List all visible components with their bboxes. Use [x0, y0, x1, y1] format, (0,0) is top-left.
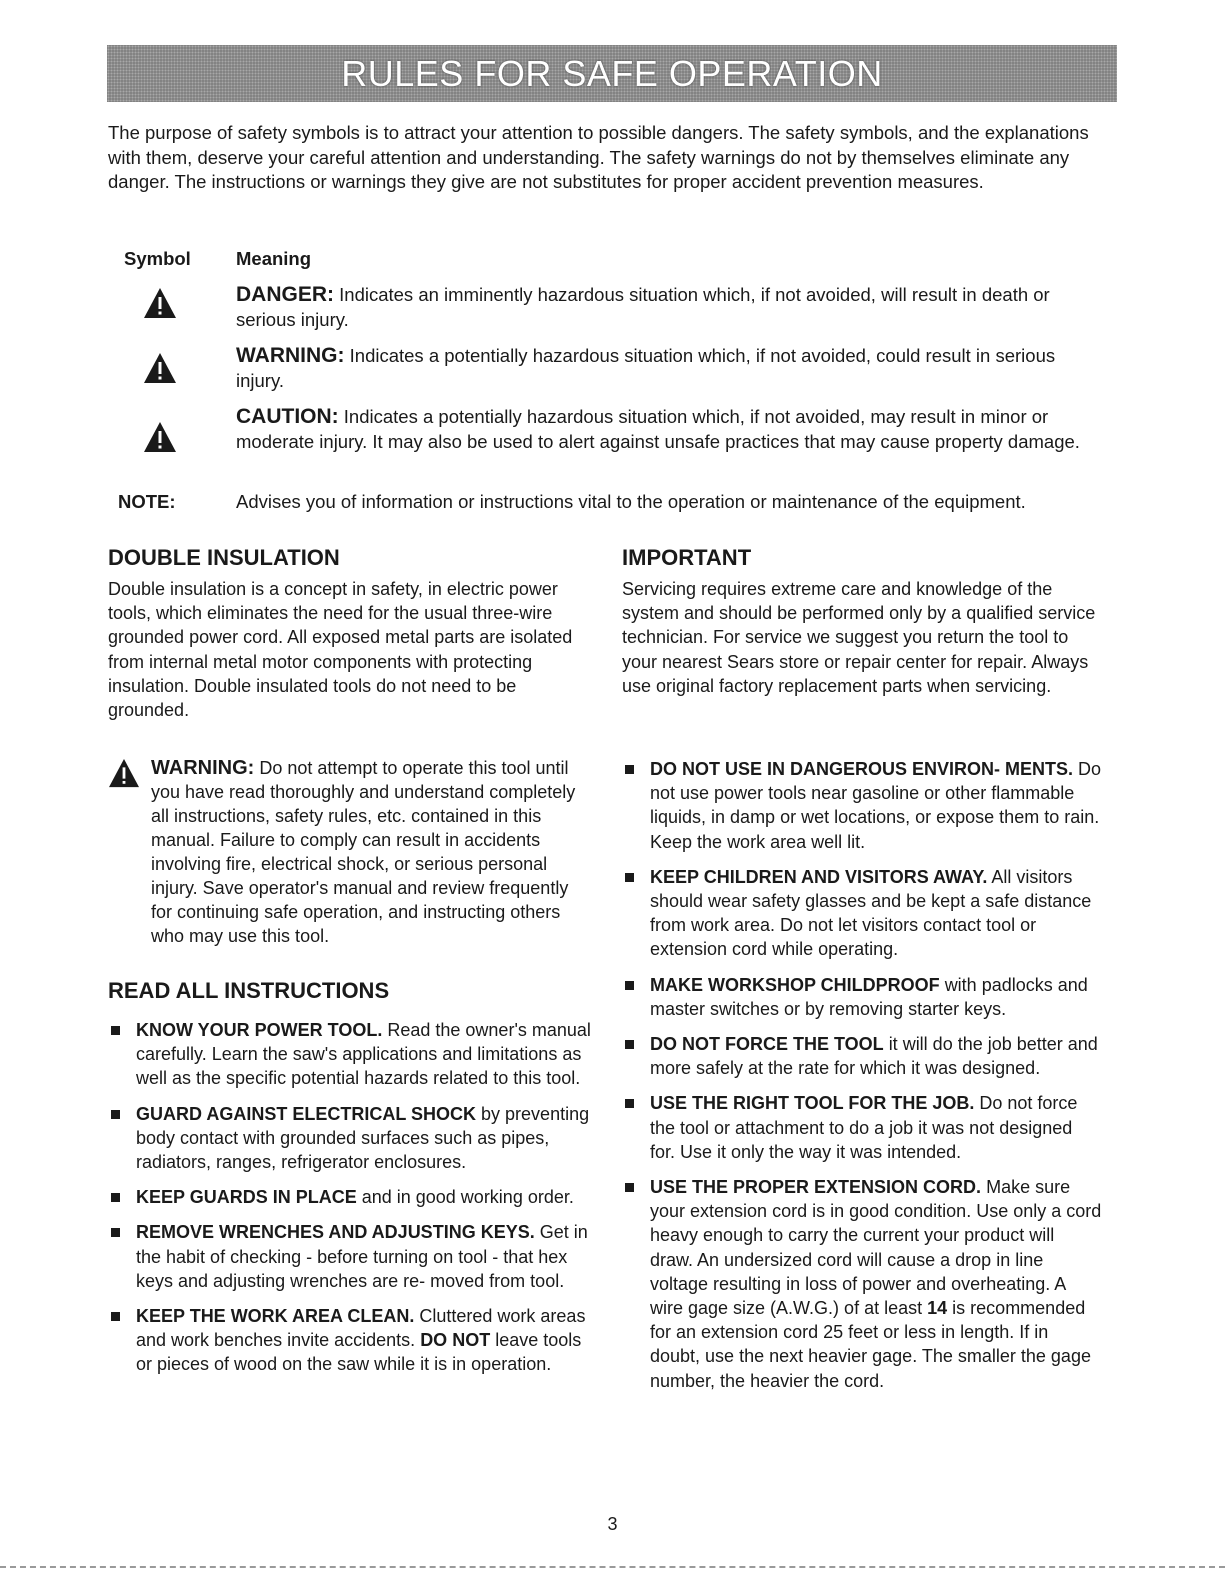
section-text: Servicing requires extreme care and knowledge of the system and should be performed only by a qualified service technician. For service we suggest you return the tool to your nearest Sears store or repair center for repair. Always use original factory replacement parts when servicing.: [622, 579, 1096, 696]
list-item: [108, 1102, 593, 1175]
item-lead: DO NOT USE IN DANGEROUS ENVIRON- MENTS.: [650, 759, 1074, 779]
list-item: [622, 757, 1102, 854]
symbol-description: Indicates a potentially hazardous situation which, if not avoided, could result in serious injury.: [236, 345, 1056, 391]
section-heading: DOUBLE INSULATION: [108, 545, 340, 570]
warning-triangle-icon: [108, 758, 140, 788]
symbol-meaning: [236, 344, 1106, 393]
important-section: [622, 545, 1102, 698]
item-text: Do not force the tool or attachment to do a job it was not designed for. Use it only the way it was intended.: [650, 1093, 1078, 1162]
symbol-meaning: [236, 283, 1106, 332]
symbol-label: DANGER:: [236, 283, 334, 306]
intro-paragraph: The purpose of safety symbols is to attract your attention to possible dangers. The safety symbols, and the explanations with them, deserve your careful attention and understanding. The safety warnings do not by themselves eliminate any danger. The instructions or warnings they give are not substitutes for proper accident prevention measures.: [108, 122, 1089, 192]
item-lead: KEEP CHILDREN AND VISITORS AWAY.: [650, 866, 988, 887]
symbol-label: CAUTION:: [236, 405, 339, 428]
warning-label: WARNING:: [151, 757, 255, 779]
rules-list: [622, 757, 1102, 1393]
item-emphasis: 14: [927, 1298, 948, 1319]
item-text: Read the owner's manual carefully. Learn the saw's applications and limitations as well as the specific potential hazards related to this tool.: [136, 1020, 591, 1089]
section-heading: READ ALL INSTRUCTIONS: [108, 978, 390, 1003]
item-text-continued: leave tools or pieces of wood on the saw while it is in operation.: [136, 1330, 582, 1375]
warning-triangle-icon: [143, 352, 177, 384]
page-bottom-rule: [0, 1566, 1225, 1568]
list-item: [622, 973, 1102, 1021]
list-item: [108, 1018, 593, 1091]
section-text: Double insulation is a concept in safety, in electric power tools, which eliminates the need for the usual three-wire grounded power cord. All exposed metal parts are isolated from internal metal motor components with protecting insulation. Double insulated tools do not need to be grounded.: [108, 579, 573, 721]
title-banner: [107, 45, 1117, 102]
list-item: [622, 865, 1102, 962]
item-text: Do not use power tools near gasoline or other flammable liquids, in damp or wet locations, or expose them to rain. Keep the work area well lit.: [650, 759, 1102, 852]
warning-body: Do not attempt to operate this tool until you have read thoroughly and understand completely all instructions, safety rules, etc. contained in this manual. Failure to comply can result in accidents involving fire, electrical shock, or serious personal injury. Save operator's manual and review frequently for continuing safe operation, and instructing others who may use this tool.: [151, 758, 576, 946]
double-insulation-section: [108, 545, 593, 722]
item-text: Make sure your extension cord is in good condition. Use only a cord heavy enough to carry the current your product will draw. An undersized cord will cause a drop in line voltage resulting in loss of power and overheating. A wire gage size (A.W.G.) of at least: [650, 1177, 1102, 1319]
item-lead: KNOW YOUR POWER TOOL.: [136, 1020, 383, 1040]
item-emphasis: DO NOT: [420, 1330, 491, 1351]
note-label: NOTE:: [118, 491, 176, 512]
item-text: it will do the job better and more safely at the rate for which it was designed.: [650, 1034, 1098, 1079]
item-lead: DO NOT FORCE THE TOOL: [650, 1034, 884, 1055]
warning-triangle-icon: [143, 287, 177, 319]
right-column-rules: [622, 757, 1102, 1404]
read-all-instructions-section: [108, 978, 593, 1388]
list-item: [622, 1175, 1102, 1393]
list-item: [108, 1185, 593, 1209]
item-lead: KEEP GUARDS IN PLACE: [136, 1187, 357, 1208]
item-text: Get in the habit of checking - before turning on tool - that hex keys and adjusting wrenches are re- moved from tool.: [136, 1222, 588, 1291]
item-text: Cluttered work areas and work benches invite accidents.: [136, 1306, 586, 1351]
meaning-column-header: Meaning: [236, 248, 312, 269]
item-text: and in good working order.: [361, 1187, 574, 1208]
symbol-column-header: Symbol: [124, 248, 191, 269]
warning-text: [151, 756, 593, 948]
item-lead: USE THE RIGHT TOOL FOR THE JOB.: [650, 1093, 975, 1114]
note-text: Advises you of information or instructions vital to the operation or maintenance of the equipment.: [236, 491, 1026, 512]
item-text: with padlocks and master switches or by removing starter keys.: [650, 974, 1088, 1019]
symbol-description: Indicates a potentially hazardous situation which, if not avoided, may result in minor or moderate injury. It may also be used to alert against unsafe practices that may cause property damage.: [236, 406, 1080, 452]
item-text: All visitors should wear safety glasses and be kept a safe distance from work area. Do not let visitors contact tool or extension cord while operating.: [650, 866, 1092, 960]
instruction-list: [108, 1018, 593, 1377]
symbol-meaning: [236, 405, 1106, 454]
symbol-description: Indicates an imminently hazardous situation which, if not avoided, will result in death or serious injury.: [236, 284, 1050, 330]
list-item: [622, 1091, 1102, 1164]
list-item: [108, 1220, 593, 1293]
item-lead: GUARD AGAINST ELECTRICAL SHOCK: [136, 1103, 477, 1124]
item-lead: REMOVE WRENCHES AND ADJUSTING KEYS.: [136, 1222, 535, 1243]
item-text-continued: is recommended for an extension cord 25 feet or less in length. If in doubt, use the next heavier gage. The smaller the gage number, the heavier the cord.: [650, 1298, 1091, 1391]
page-title: RULES FOR SAFE OPERATION: [341, 52, 883, 94]
item-lead: KEEP THE WORK AREA CLEAN.: [136, 1306, 415, 1327]
list-item: [622, 1032, 1102, 1080]
page-number: 3: [607, 1514, 618, 1534]
warning-block: [108, 756, 593, 948]
list-item: [108, 1304, 593, 1377]
section-heading: IMPORTANT: [622, 545, 752, 570]
item-lead: MAKE WORKSHOP CHILDPROOF: [650, 974, 940, 995]
item-text: by preventing body contact with grounded surfaces such as pipes, radiators, ranges, refrigerator enclosures.: [136, 1103, 590, 1173]
item-lead: USE THE PROPER EXTENSION CORD.: [650, 1177, 982, 1198]
warning-triangle-icon: [143, 421, 177, 453]
symbol-label: WARNING:: [236, 344, 345, 367]
